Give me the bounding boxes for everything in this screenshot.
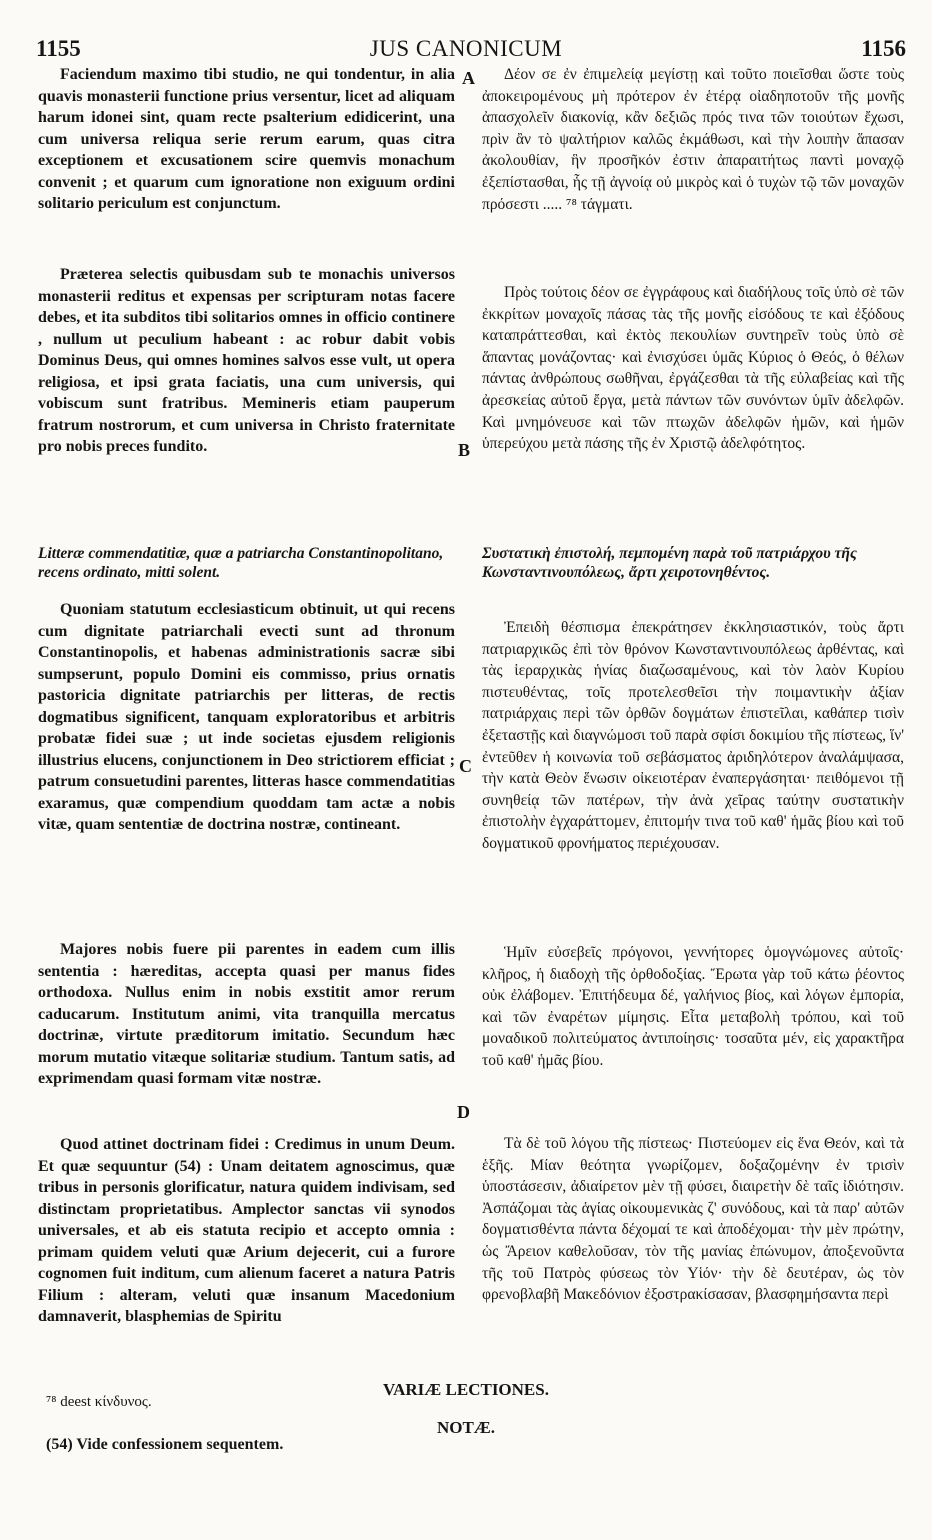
greek-paragraph-4: Ἡμῖν εὐσεβεῖς πρόγονοι, γεννήτορες ὁμογνώμονες αὐτοῖς· κλῆρος, ἡ διαδοχὴ τῆς ὀρθοδοξίας. Ἔρωτα γὰρ τοῦ κάτω ῥέοντος οὐκ ἐλάβομεν. Ἐπιτήδευμα δέ, γαλήνιος βίος, καὶ λόγων ἐμπορία, καὶ τῶν ἐναρέτων μίμησις. Εἶτα μεταβολὴ τρόπου, καὶ τοῦ μοναδικοῦ πολιτεύματος ἀντιποίησις· τοσαῦτα μέν, εἰς χαρακτῆρα τοῦ καθ' ἡμᾶς βίου. xyxy=(482,944,904,1069)
variant-reading-note: ⁷⁸ deest κίνδυνος. xyxy=(46,1394,152,1410)
latin-letter-title: Litteræ commendatitiæ, quæ a patriarcha Constantinopolitano, recens ordinato, mitti solent. xyxy=(38,545,444,581)
margin-marker-b: B xyxy=(458,440,471,460)
greek-paragraph-3: Ἐπειδὴ θέσπισμα ἐπεκράτησεν ἐκκλησιαστικόν, τοὺς ἄρτι πατριαρχικῶς ἐπὶ τὸν θρόνον Κωνσταντινουπόλεως ἀρθέντας, καὶ τὰς ἱεραρχικὰς ἡνίας διαζωσαμένους, καὶ τὸν λαὸν Κυρίου πιστευθέντας, τοῖς προτελεσθεῖσι τὴν ποιμαντικὴν ἀξίαν πατριάρχαις περὶ τῶν ὀρθῶν δογμάτων ἐπιστεῖλαι, καθάπερ τισὶν ἐξεταστῇς καὶ διαγνώμοσι τοῦ παρὰ σφίσι δοκιμίου τῆς πίστεως, ἵν' ἐντεῦθεν ἡ κοινωνία τοῦ σεβάσματος ἀριδηλότερον ἀναλάμψασα, τὴν κατὰ Θεὸν ἕνωσιν οἰκειοτέραν ἐναπεργάσηται· πειθόμενοι τῇ συνηθείᾳ τῶν πατέρων, τὴν ἀνὰ χεῖρας ταύτην συστατικὴν ἐπιστολὴν ἐγχαράττομεν, ἐπιτομήν τινα τοῦ καθ' ἡμᾶς βίου καὶ τοῦ δογματικοῦ φρονήματος περιέχουσαν. xyxy=(482,619,904,852)
greek-letter-title: Συστατικὴ ἐπιστολή, πεμπομένη παρὰ τοῦ πατριάρχου τῆς Κωνσταντινουπόλεως, ἄρτι χειροτονηθέντος. xyxy=(482,545,857,581)
variae-lectiones-heading: VARIÆ LECTIONES. xyxy=(383,1380,549,1399)
running-title: JUS CANONICUM xyxy=(369,36,563,61)
greek-paragraph-5: Τὰ δὲ τοῦ λόγου τῆς πίστεως· Πιστεύομεν εἰς ἕνα Θεόν, καὶ τὰ ἑξῆς. Μίαν θεότητα γνωρίζομεν, δοξαζομένην ἐν τρισὶν ὑποστάσεσιν, ἀδιαίρετον μὲν τῇ φύσει, διαιρετὴν δὲ ταῖς ἰδιότησιν. Ἀσπάζομαι τὰς ἁγίας οἰκουμενικὰς ζ' συνόδους, καὶ τὰ παρ' αὐτῶν δογματισθέντα πάντα δέχομαί τε καὶ ἀποδέχομαι· τὴν μὲν πρώτην, ὡς Ἄρειον καθελοῦσαν, τὸν τῆς μανίας ἐπώνυμον, ἀποξενοῦντα τῆς τοῦ Πατρὸς φύσεως τὸν Υἱόν· τὴν δὲ δευτέραν, ὡς τὸν φρενοβλαβῆ Μακεδόνιον ἐξοστρακίσασαν, βλασφημήσαντα περὶ xyxy=(482,1135,904,1304)
latin-paragraph-4: Majores nobis fuere pii parentes in eadem cum illis sententia : hæreditas, accepta quasi per manus fides orthodoxa. Nullus enim in nobis exstitit amor rerum caducarum. Institutum animi, vita tranquilla mercatus doctrinæ, virtute præditorum imitatio. Secundum hæc morum mutatio vitæque solitariæ studium. Tantum satis, ad exprimendam quasi formam vitæ nostræ. xyxy=(38,941,455,1087)
latin-paragraph-2: Præterea selectis quibusdam sub te monachis universos monasterii reditus et expensas per scripturam notas facere debes, et ita subditos tibi solitarios omnes in officio continere , nullum ut peculium habeant : ac robur dabit vobis Dominus Deus, qui omnes homines salvos esse vult, ut opera religiosa, et ipsi grata faciatis, una cum universis, qui vobiscum sunt fratribus. Memineris etiam pauperum fratrum nostrorum, et cum universa in Christo fraternitate pro nobis preces fundito. xyxy=(38,266,455,455)
greek-paragraph-1: Δέον σε ἐν ἐπιμελείᾳ μεγίστῃ καὶ τοῦτο ποιεῖσθαι ὥστε τοὺς ἀποκειρομένους μὴ πρότερον ἐν ἑτέρᾳ οἰαδηποτοῦν τῆς μονῆς ἀπασχολεῖν διακονίᾳ, κἂν δεξιῶς πρός τινα τῶν τοιούτων ἔχωσι, πρὶν ἂν τὸ ψαλτήριον καλῶς ἐκμάθωσι, καὶ τὴν λοιπὴν ἅπασαν ἀκολουθίαν, ἣν προσῆκόν ἐστιν ἀπαραιτήτως παντὶ μοναχῷ ἐξεπίστασθαι, ἧς τῇ ἀγνοίᾳ οὐ μικρὸς καὶ ὁ τυχὼν τῷ τῶν μοναχῶν πρόσεστι ..... ⁷⁸ τάγματι. xyxy=(482,66,904,213)
margin-marker-a: A xyxy=(462,68,475,88)
latin-paragraph-3: Quoniam statutum ecclesiasticum obtinuit, ut qui recens cum dignitate patriarchali evecti sunt ad thronum Constantinopolis, et habenas administrationis sacræ sibi sumpserunt, populo Domini eis commisso, prius ornatis pastoricia dignitate patriarchis per litteras, de rectis dogmatibus significent, tanquam exploratoribus et arbitris probatæ fidei suæ ; ut inde societas ejusdem religionis illustrius elucens, conjunctionem in Deo strictiorem efficiat ; patrum consuetudini parentes, litteras hasce commendatitias exaramus, quæ compendium quoddam tam actæ a nobis vitæ, quam sententiæ de doctrina nostræ, contineant. xyxy=(38,601,455,833)
latin-paragraph-5: Quod attinet doctrinam fidei : Credimus in unum Deum. Et quæ sequuntur (54) : Unam deitatem agnoscimus, quæ tribus in personis glorificatur, natura quidem indivisam, sed distinctam proprietatibus. Amplector sanctas vii synodos universales, et ab eis statuta recipio et accepto omnia : primam quidem veluti quæ Arium dejecerit, cui a furore cognomen fuit inditum, cum alienum faceret a natura Patris Filium : alteram, veluti quæ insanum Macedonium damnaverit, blasphemias de Spiritu xyxy=(38,1136,455,1325)
greek-paragraph-2: Πρὸς τούτοις δέον σε ἐγγράφους καὶ διαδήλους τοῖς ὑπὸ σὲ τῶν ἐκκρίτων μοναχοῖς πάσας τὰς τῆς μονῆς εἰσόδους τε καὶ ἐξόδους καταπράττεσθαι, καὶ ἐκτὸς πεκουλίων συντηρεῖν τοὺς ὑπὸ σὲ ἅπαντας μονάζοντας· καὶ ἐνισχύσει ὑμᾶς Κύριος ὁ Θεός, ὁ θέλων πάντας ἀνθρώπους σωθῆναι, ἐργάζεσθαι τὰ τῆς εὐλαβείας καὶ τῆς ἀρεσκείας αὐτοῦ ἔργα, μετὰ πάντων τῶν συνόντων ὑμῖν ἀδελφῶν. Καὶ μνημόνευσε καὶ τῶν πτωχῶν ἀδελφῶν ἡμῶν, καὶ ἡμῶν ὑπερεύχου μετὰ πάσης τῆς ἐν Χριστῷ ἀδελφότητος. xyxy=(482,284,904,453)
latin-paragraph-1: Faciendum maximo tibi studio, ne qui tondentur, in alia quavis monasterii functione prius versentur, licet ad aliquam harum idonei sint, quam recte psalterium edidicerint, una cum universa reliqua serie rerum earum, quas citra exceptionem et excusationem scire quemvis monachum convenit ; et quarum cum ignoratione non exiguum ordini solitario periculum est conjunctum. xyxy=(38,66,455,212)
footnote-54: (54) Vide confessionem sequentem. xyxy=(46,1436,284,1453)
notae-heading: NOTÆ. xyxy=(436,1418,496,1437)
page-number-left: 1155 xyxy=(36,36,81,61)
margin-marker-d: D xyxy=(457,1102,470,1122)
margin-marker-c: C xyxy=(459,756,472,776)
page-number-right: 1156 xyxy=(861,36,906,61)
